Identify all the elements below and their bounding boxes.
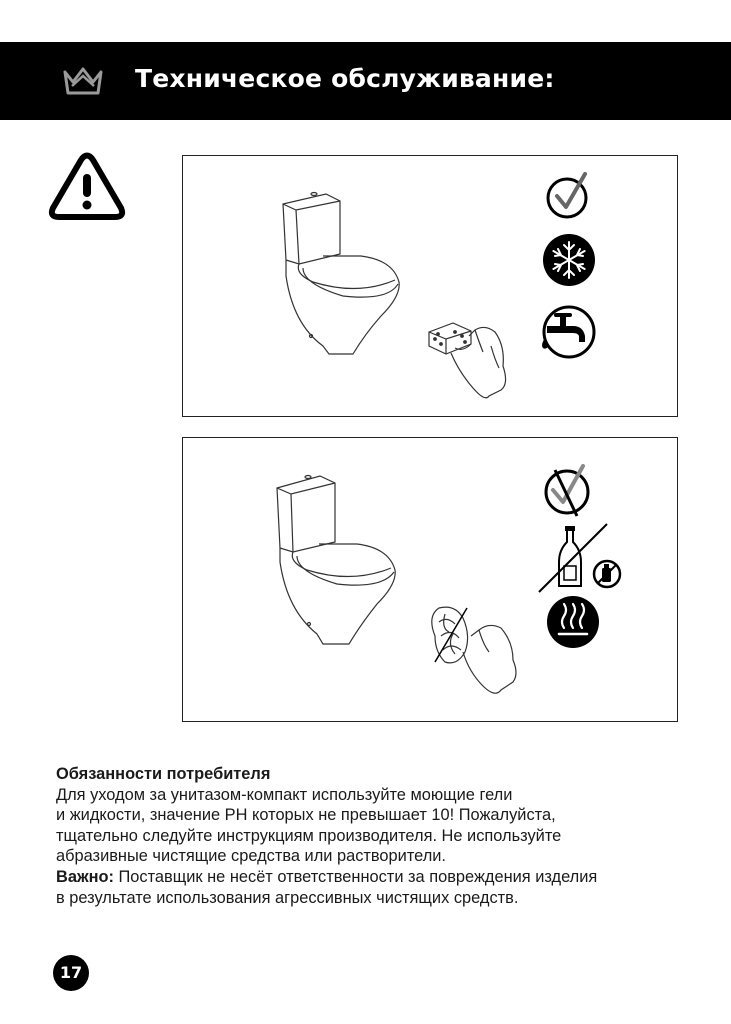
important-note-continued: в результате использования агрессивных чистящих средств. xyxy=(56,888,519,907)
checkmark-circle-icon xyxy=(548,174,586,217)
paragraph-line: тщательно следуйте инструкциям производителя. Не используйте xyxy=(56,826,562,845)
paragraph-line: и жидкости, значение PH которых не превышает 10! Пожалуйста, xyxy=(56,806,556,825)
no-spray-icon xyxy=(594,561,620,587)
crown-icon xyxy=(62,66,104,96)
page-header xyxy=(0,42,731,120)
prohibited-care-panel xyxy=(182,437,678,722)
hand-with-abrasive-scrubber-icon xyxy=(432,607,516,693)
page-number: 17 xyxy=(53,955,89,991)
snowflake-icon xyxy=(543,234,595,286)
important-label: Важно: xyxy=(56,867,114,886)
paragraph-line: абразивные чистящие средства или растворители. xyxy=(56,847,446,866)
paragraph-line: Для уходом за унитазом-компакт используйте моющие гели xyxy=(56,785,513,804)
section-heading: Обязанности потребителя xyxy=(56,765,271,783)
important-note xyxy=(56,867,696,888)
toilet-icon xyxy=(277,476,395,645)
page-title: Техническое обслуживание: xyxy=(135,64,555,93)
consumer-responsibilities xyxy=(56,764,696,908)
hot-water-icon xyxy=(547,596,599,648)
warning-triangle-icon xyxy=(48,152,126,222)
water-tap-icon xyxy=(542,307,594,357)
important-text: Поставщик не несёт ответственности за повреждения изделия xyxy=(113,867,598,886)
recommended-care-panel xyxy=(182,155,678,417)
hand-with-sponge-icon xyxy=(429,323,506,398)
toilet-icon xyxy=(283,193,399,355)
crossed-check-icon xyxy=(546,466,588,516)
